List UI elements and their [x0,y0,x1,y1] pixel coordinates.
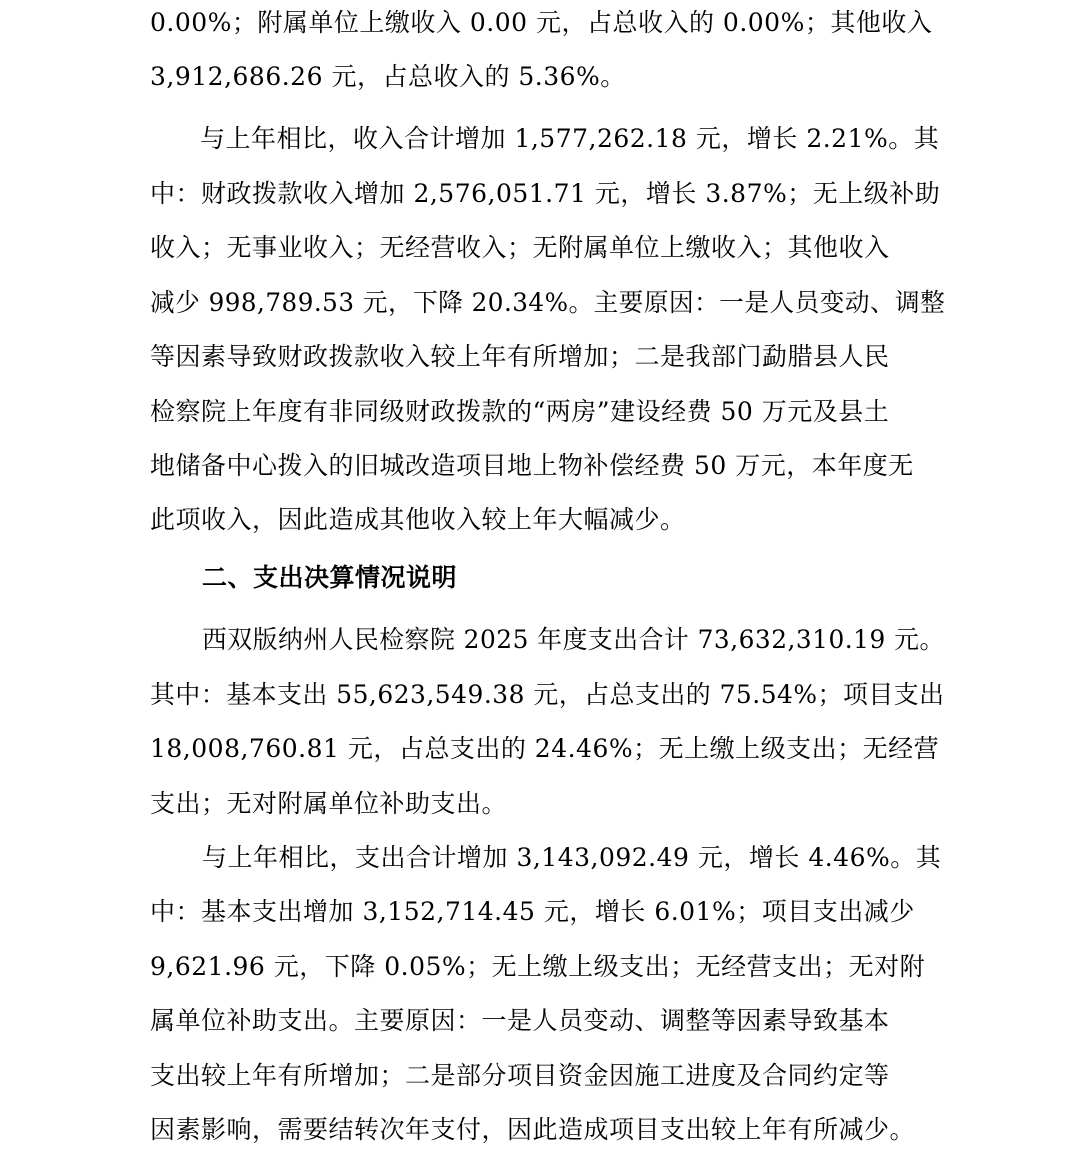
text-line: 3,912,686.26 元，占总收入的 5.36%。 [150,62,626,91]
text-line: 其中：基本支出 55,623,549.38 元，占总支出的 75.54%；项目支出 [150,680,945,709]
section-heading: 二、支出决算情况说明 [202,563,458,592]
text-line: 18,008,760.81 元，占总支出的 24.46%；无上缴上级支出；无经营 [150,734,940,763]
text-line: 属单位补助支出。主要原因：一是人员变动、调整等因素导致基本 [150,1006,890,1035]
text-line: 中：财政拨款收入增加 2,576,051.71 元，增长 3.87%；无上级补助 [150,179,941,208]
text-line: 9,621.96 元，下降 0.05%；无上缴上级支出；无经营支出；无对附 [150,952,926,981]
paragraph-first-line: 西双版纳州人民检察院 2025 年度支出合计 73,632,310.19 元。 [202,625,945,654]
paragraph-first-line: 与上年相比，支出合计增加 3,143,092.49 元，增长 4.46%。其 [202,843,942,872]
text-line: 因素影响，需要结转次年支付，因此造成项目支出较上年有所减少。 [150,1115,916,1144]
text-line: 此项收入，因此造成其他收入较上年大幅减少。 [150,505,686,534]
text-line: 中：基本支出增加 3,152,714.45 元，增长 6.01%；项目支出减少 [150,897,915,926]
text-line: 支出较上年有所增加；二是部分项目资金因施工进度及合同约定等 [150,1061,890,1090]
text-line: 等因素导致财政拨款收入较上年有所增加；二是我部门勐腊县人民 [150,342,890,371]
text-line: 支出；无对附属单位补助支出。 [150,789,508,818]
paragraph-first-line: 与上年相比，收入合计增加 1,577,262.18 元，增长 2.21%。其 [200,124,940,153]
text-line: 地储备中心拨入的旧城改造项目地上物补偿经费 50 万元，本年度无 [150,451,914,480]
text-line: 减少 998,789.53 元，下降 20.34%。主要原因：一是人员变动、调整 [150,288,946,317]
text-line: 收入；无事业收入；无经营收入；无附属单位上缴收入；其他收入 [150,233,890,262]
text-line: 检察院上年度有非同级财政拨款的“两房”建设经费 50 万元及县土 [150,397,890,426]
text-line: 0.00%；附属单位上缴收入 0.00 元，占总收入的 0.00%；其他收入 [150,8,933,37]
